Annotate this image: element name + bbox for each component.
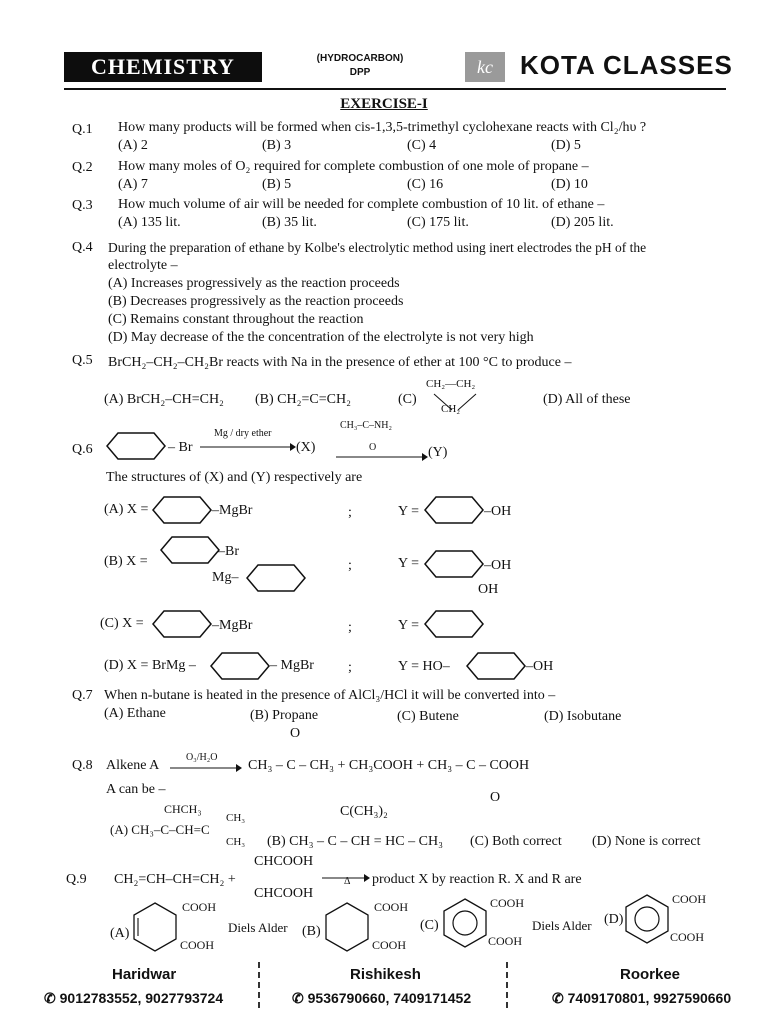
arrow-icon: [336, 453, 428, 461]
option: (A) 135 lit.: [118, 215, 181, 230]
benzene-ring-icon: [424, 496, 484, 524]
mg-label: Mg–: [212, 570, 239, 585]
substituent-label: CH₃: [226, 836, 246, 848]
cooh-label: COOH: [182, 900, 217, 914]
option: (D) None is correct: [592, 834, 701, 849]
reagent-label: CH₃–C–NH₂: [340, 420, 392, 431]
question-text: When n-butane is heated in the presence of AlCl₃/HCl it will be converted into –: [104, 688, 556, 703]
question-number: Q.4: [72, 240, 93, 255]
phone-icon: ✆: [552, 990, 564, 1006]
cooh-label: COOH: [672, 892, 707, 906]
question-text-cont: electrolyte –: [108, 258, 178, 273]
exercise-title: EXERCISE-I: [340, 96, 428, 112]
dienophile-bottom: CHCOOH: [254, 886, 314, 901]
option: (C): [398, 392, 417, 407]
cyclopropane-top: CH₂—CH₂: [426, 378, 476, 390]
question-text: How many products will be formed when cis-1,3,5-trimethyl cyclohexane reacts with Cl₂/hυ ?: [118, 120, 647, 135]
y-label: Y =: [398, 618, 419, 633]
brand-name: KOTA CLASSES: [520, 50, 733, 80]
topic-line1: (HYDROCARBON): [316, 53, 404, 64]
option: (C) 4: [407, 138, 437, 153]
topic-line2: DPP: [349, 67, 371, 78]
mgbr-label: –MgBr: [212, 503, 253, 518]
dienophile-top: CHCOOH: [254, 854, 314, 869]
cyclohexene-ring-icon: [130, 900, 180, 952]
benzene-ring-icon: [106, 432, 166, 460]
oh-label: –OH: [484, 504, 512, 519]
footer-phone: [44, 990, 223, 1007]
benzene-ring-icon: [466, 652, 526, 680]
phone-icon: ✆: [292, 990, 304, 1006]
question-number: Q.2: [72, 160, 93, 175]
option-b-label: (B) X =: [104, 554, 148, 569]
question-number: Q.8: [72, 758, 93, 773]
option: (B) Propane: [250, 708, 319, 723]
option: (A) 7: [118, 177, 148, 192]
phone-icon: ✆: [44, 990, 56, 1006]
header-rule: [64, 88, 726, 90]
subject-banner: CHEMISTRY: [64, 52, 262, 82]
arrow-icon: [200, 443, 296, 451]
footer-phone: [552, 990, 731, 1007]
cyclohexane-ring-icon: [322, 900, 372, 952]
option-label: (C): [420, 918, 439, 933]
cooh-label: COOH: [374, 900, 409, 914]
option-a-label: (A) X =: [104, 502, 149, 517]
option: (A) BrCH₂–CH=CH₂: [104, 392, 224, 407]
heat-symbol: Δ: [344, 876, 351, 887]
reaction-name: Diels Alder: [532, 918, 592, 933]
carbonyl-o: O: [290, 726, 301, 741]
question-number: Q.6: [72, 442, 93, 457]
separator: ;: [348, 505, 352, 520]
question-number: Q.1: [72, 122, 93, 137]
question-text: A can be –: [106, 782, 166, 797]
separator: ;: [348, 558, 352, 573]
footer-divider: [258, 962, 261, 1008]
y-label: Y = HO–: [398, 659, 450, 674]
question-number: Q.9: [66, 872, 87, 887]
cooh-label: COOH: [670, 930, 705, 944]
cooh-label: COOH: [372, 938, 407, 952]
question-text: How many moles of O₂ required for complete combustion of one mole of propane –: [118, 159, 589, 174]
option-label: (D): [604, 912, 624, 927]
option: (B) 35 lit.: [262, 215, 317, 230]
oh-label: –OH: [484, 558, 512, 573]
benzene-ring-icon: [424, 550, 484, 578]
mgbr-label: – MgBr: [270, 658, 314, 673]
option: (A) CH₃–C–CH=C: [110, 822, 210, 837]
reactant-label: Alkene A: [106, 758, 160, 773]
intermediate-x: (X): [296, 440, 316, 455]
footer-city: Rishikesh: [350, 966, 421, 983]
option-label: (B): [302, 924, 321, 939]
option: (B) CH₂=C=CH₂: [255, 392, 351, 407]
benzene-ring-icon: [246, 564, 306, 592]
products-equation: CH₃ – C – CH₃ + CH₃COOH + CH₃ – C – COOH: [248, 758, 530, 773]
option: (D) 5: [551, 138, 581, 153]
product-y: (Y): [428, 445, 448, 460]
option-d-label: (D) X = BrMg –: [104, 658, 196, 673]
substituent-label: CH₃: [226, 812, 246, 824]
br-label: –Br: [218, 544, 239, 559]
option: (C) 16: [407, 177, 444, 192]
benzene-ring-icon: [440, 896, 490, 948]
cyclopropane-bottom: CH₂: [441, 403, 461, 415]
question-number: Q.3: [72, 198, 93, 213]
footer-city: Roorkee: [620, 966, 681, 983]
footer-phone-numbers: 9536790660, 7409171452: [307, 990, 472, 1006]
y-label: Y =: [398, 556, 419, 571]
cooh-label: COOH: [180, 938, 215, 952]
topic-label: [300, 52, 420, 80]
benzene-ring-icon: [622, 892, 672, 944]
benzene-ring-icon: [210, 652, 270, 680]
oh-label: OH: [478, 582, 499, 597]
option: (D) Isobutane: [544, 709, 622, 724]
reagent-label: Mg / dry ether: [214, 428, 272, 439]
option-label: (A): [110, 926, 130, 941]
diene-label: CH₂=CH–CH=CH₂ +: [114, 872, 236, 887]
arrow-icon: [170, 764, 242, 772]
option: (D) All of these: [543, 392, 631, 407]
reagent-label: O₃/H₂O: [186, 752, 218, 763]
footer-phone: [292, 990, 471, 1007]
substituent-label: C(CH₃)₂: [340, 804, 388, 819]
question-text: The structures of (X) and (Y) respectively are: [106, 470, 363, 485]
bromo-label: – Br: [168, 440, 193, 455]
benzene-ring-icon: [424, 610, 484, 638]
benzene-ring-icon: [160, 536, 220, 564]
option: (C) Remains constant throughout the reaction: [108, 312, 364, 327]
mgbr-label: –MgBr: [212, 618, 253, 633]
reaction-name: Diels Alder: [228, 920, 288, 935]
substituent-label: CHCH₃: [164, 802, 202, 816]
y-label: Y =: [398, 504, 419, 519]
option: (A) Ethane: [104, 706, 166, 721]
benzene-ring-icon: [152, 496, 212, 524]
option: (A) 2: [118, 138, 148, 153]
option: (B) 5: [262, 177, 292, 192]
footer-phone-numbers: 7409170801, 9927590660: [567, 990, 732, 1006]
separator: ;: [348, 660, 352, 675]
question-text: During the preparation of ethane by Kolbe's electrolytic method using inert electrodes the pH of the: [108, 240, 647, 255]
oh-label: –OH: [526, 659, 554, 674]
option: (B) 3: [262, 138, 292, 153]
benzene-ring-icon: [152, 610, 212, 638]
option: (D) May decrease of the the concentration of the electrolyte is not very high: [108, 330, 534, 345]
footer-divider: [506, 962, 509, 1008]
arrow-icon: [322, 874, 370, 882]
question-number: Q.7: [72, 688, 93, 703]
question-text: BrCH₂–CH₂–CH₂Br reacts with Na in the presence of ether at 100 °C to produce –: [108, 355, 572, 370]
carbonyl-o: O: [490, 790, 501, 805]
option: (D) 205 lit.: [551, 215, 614, 230]
footer-phone-numbers: 9012783552, 9027793724: [59, 990, 224, 1006]
option: (C) Both correct: [470, 834, 562, 849]
option: (D) 10: [551, 177, 588, 192]
carbonyl-o: O: [369, 442, 377, 453]
separator: ;: [348, 620, 352, 635]
option: (C) Butene: [397, 709, 459, 724]
option: (C) 175 lit.: [407, 215, 469, 230]
cooh-label: COOH: [488, 934, 523, 948]
option: (B) CH₃ – C – CH = HC – CH₃: [267, 834, 443, 849]
option: (B) Decreases progressively as the reaction proceeds: [108, 294, 404, 309]
question-number: Q.5: [72, 353, 93, 368]
option: (A) Increases progressively as the reaction proceeds: [108, 276, 400, 291]
option-c-label: (C) X =: [100, 616, 144, 631]
brand-logo: kc: [465, 52, 505, 82]
question-text: How much volume of air will be needed for complete combustion of 10 lit. of ethane –: [118, 197, 605, 212]
question-text: product X by reaction R. X and R are: [372, 872, 582, 887]
footer-city: Haridwar: [112, 966, 177, 983]
cooh-label: COOH: [490, 896, 525, 910]
